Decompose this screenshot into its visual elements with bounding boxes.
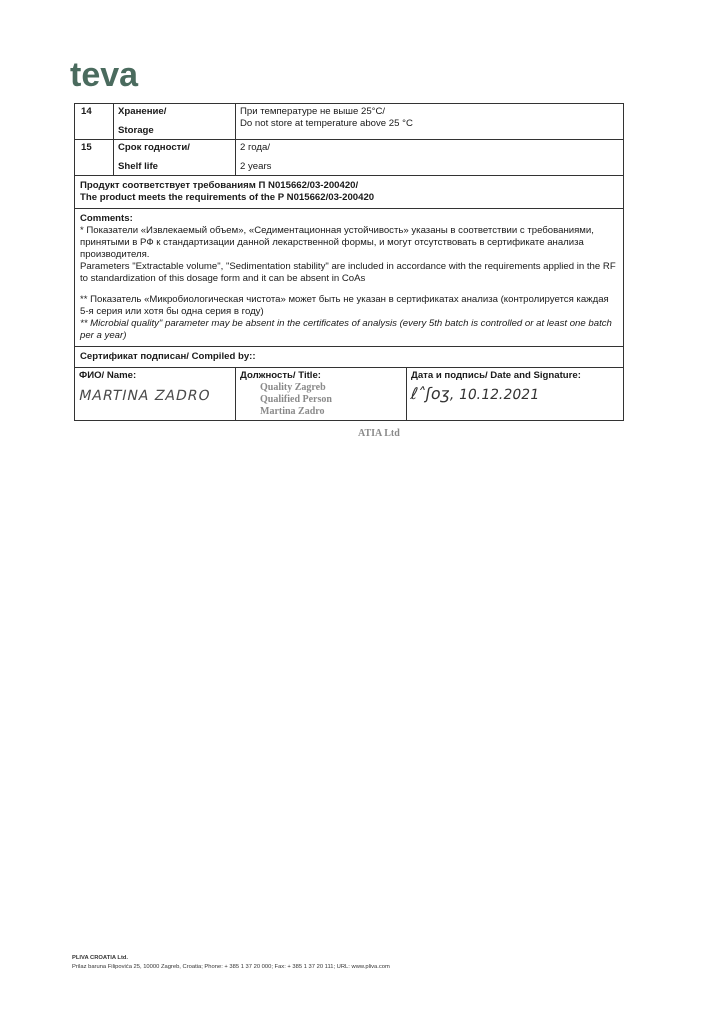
handwritten-signature-date: ℓ˄ʃᴏʒ, 10.12.2021 xyxy=(409,383,541,403)
value-en: 2 years xyxy=(240,160,272,172)
name-cell xyxy=(75,367,236,420)
title-date-inner xyxy=(236,368,623,420)
label-en: Storage xyxy=(118,124,154,136)
table-row xyxy=(75,104,624,140)
date-signature-label: Дата и подпись/ Date and Signature: xyxy=(411,369,581,381)
stamp-top-text: ATIA Ltd xyxy=(358,428,400,439)
date-signature-cell xyxy=(407,368,624,420)
title-date-cell xyxy=(236,367,624,420)
value-en: Do not store at temperature above 25 °С xyxy=(240,117,413,129)
row-label xyxy=(114,139,236,175)
label-ru: Хранение/ xyxy=(118,106,167,117)
row-label xyxy=(114,104,236,140)
footer-company: PLIVA CROATIA Ltd. xyxy=(72,955,129,961)
stamp-line: Quality Zagreb xyxy=(260,381,326,393)
row-value xyxy=(236,104,624,140)
row-number: 15 xyxy=(75,139,114,175)
comment-note-1-en: Parameters "Extractable volume", "Sedimentation stability" are included in accordance with the requirements applied in the RF to standardization of this dosage form and it can be absent in CoAs xyxy=(80,260,616,284)
comments-row xyxy=(75,208,624,346)
stamp-line: Martina Zadro xyxy=(260,405,325,417)
signature-scribble-icon: ℓ˄ʃᴏʒ xyxy=(409,383,452,403)
footer-address: Prilaz baruna Filipovića 25, 10000 Zagreb, Croatia; Phone: + 385 1 37 20 000; Fax: + 385 1 37 20 111; URL: www.pliva.com xyxy=(72,963,390,970)
signature-date: 10.12.2021 xyxy=(457,386,541,403)
compiled-by-row xyxy=(75,346,624,367)
row-number: 14 xyxy=(75,104,114,140)
teva-logo-text: teva xyxy=(70,56,139,94)
comments-section xyxy=(75,208,624,346)
signature-row xyxy=(75,367,624,420)
comment-note-1-ru: * Показатели «Извлекаемый объем», «Седиментационная устойчивость» указаны в соответствии с требованиями, принятыми в РФ к стандартизации данной лекарственной формы, и могут отсутствовать в сертификате анализа производителя. xyxy=(80,224,594,260)
comment-note-2-en: ** Microbial quality" parameter may be absent in the certificates of analysis (every 5th batch is controlled or at least one batch per a year) xyxy=(80,317,612,341)
position-label: Должность/ Title: xyxy=(240,369,322,381)
label-en: Shelf life xyxy=(118,160,158,172)
compliance-en: The product meets the requirements of the P N015662/03-200420 xyxy=(80,191,375,203)
title-cell xyxy=(236,368,407,420)
comment-note-2-ru: ** Показатель «Микробиологическая чистота» может быть не указан в сертификатах анализа (контролируется каждая 5-я серия или хотя бы одна серия в году) xyxy=(80,293,609,317)
label-ru: Срок годности/ xyxy=(118,141,190,153)
teva-logo xyxy=(70,56,152,94)
compliance-row xyxy=(75,175,624,208)
stamp-line: Qualified Person xyxy=(260,393,332,405)
page-footer xyxy=(72,954,390,971)
compiled-by-label: Сертификат подписан/ Compiled by:: xyxy=(75,346,624,367)
handwritten-name: MARTINA ZADRO xyxy=(77,387,213,404)
compliance-statement xyxy=(75,175,624,208)
row-value xyxy=(236,139,624,175)
qualified-person-stamp xyxy=(260,382,402,418)
value-ru: При температуре не выше 25°С/ xyxy=(240,106,386,117)
table-row xyxy=(75,139,624,175)
certificate-table xyxy=(74,103,624,421)
name-label: ФИО/ Name: xyxy=(79,369,137,381)
value-ru: 2 года/ xyxy=(240,141,271,153)
compliance-ru: Продукт соответствует требованиям П N015662/03-200420/ xyxy=(80,179,359,191)
comments-title: Comments: xyxy=(80,212,133,224)
